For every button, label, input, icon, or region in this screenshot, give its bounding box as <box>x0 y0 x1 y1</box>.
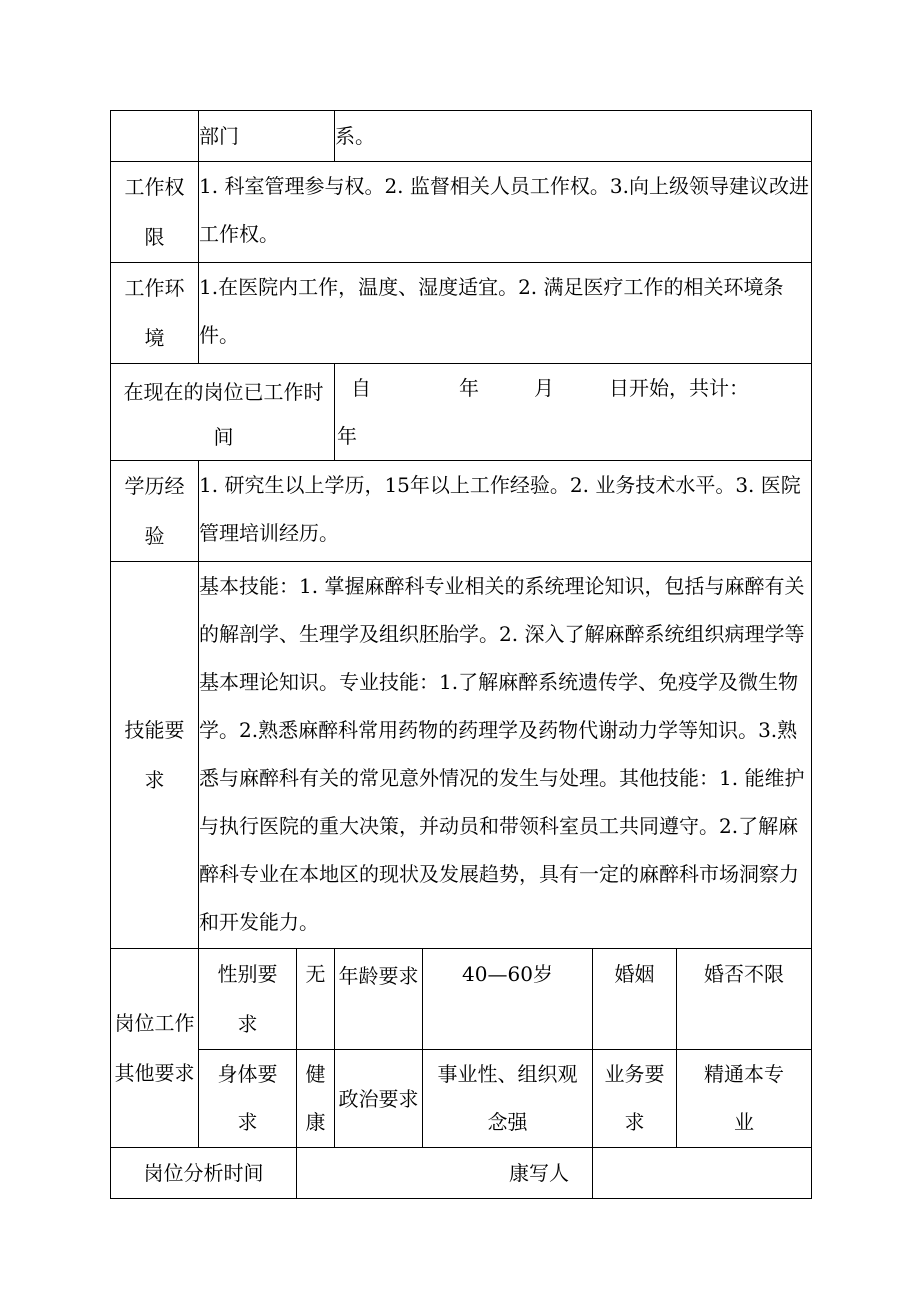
tenure-year: 年 <box>459 376 479 400</box>
health-label <box>199 1050 297 1148</box>
education-content: 1. 研究生以上学历，15年以上工作经验。2. 业务技术水平。3. 医院管理培训经历。 <box>199 461 812 562</box>
authority-label-2: 限 <box>144 225 165 249</box>
gender-label-2: 求 <box>237 1012 258 1036</box>
dept-row-blank <box>111 111 199 162</box>
skills-row <box>111 562 812 949</box>
political-value-1: 事业性、组织观 <box>437 1062 578 1086</box>
requirements-row-1 <box>111 949 812 1050</box>
tenure-row <box>111 364 812 461</box>
business-value <box>677 1050 812 1148</box>
writer-label: 康写人 <box>509 1161 569 1185</box>
analysis-row <box>111 1148 812 1199</box>
age-value: 40—60岁 <box>423 949 593 1050</box>
political-label: 政治要求 <box>335 1050 423 1148</box>
tenure-content <box>335 364 812 461</box>
marriage-label: 婚姻 <box>593 949 677 1050</box>
authority-label-1: 工作权 <box>124 175 185 199</box>
dept-row <box>111 111 812 162</box>
authority-label <box>111 162 199 263</box>
job-description-table <box>110 110 812 1199</box>
dept-label: 部门 <box>199 111 335 162</box>
education-label-1: 学历经 <box>124 474 185 498</box>
education-row <box>111 461 812 562</box>
skills-content: 基本技能：1. 掌握麻醉科专业相关的系统理论知识，包括与麻醉有关的解剖学、生理学及组织胚胎学。2. 深入了解麻醉系统组织病理学等基本理论知识。专业技能：1.了解麻醉系统遗传学、免疫学及微生物学。2.熟悉麻醉科常用药物的药理学及药物代谢动力学等知识。3.熟悉与麻醉科有关的常见意外情况的发生与处理。其他技能：1. 能维护与执行医院的重大决策，并动员和带领科室员工共同遵守。2.了解麻醉科专业在本地区的现状及发展趋势，具有一定的麻醉科市场洞察力和开发能力。 <box>199 562 812 949</box>
marriage-value: 婚否不限 <box>677 949 812 1050</box>
requirements-label-1: 岗位工作 <box>114 1011 195 1035</box>
requirements-row-2 <box>111 1050 812 1148</box>
authority-row <box>111 162 812 263</box>
political-value-2: 念强 <box>487 1110 528 1134</box>
dept-content: 系。 <box>335 111 812 162</box>
business-label <box>593 1050 677 1148</box>
health-value-2: 康 <box>305 1110 326 1134</box>
business-label-2: 求 <box>624 1110 645 1134</box>
tenure-period <box>337 364 807 412</box>
skills-label-1: 技能要 <box>124 718 185 742</box>
environment-row <box>111 263 812 364</box>
skills-label <box>111 562 199 949</box>
business-value-2: 业 <box>734 1110 754 1134</box>
skills-label-2: 求 <box>144 768 165 792</box>
tenure-day-total: 日开始，共计： <box>609 376 749 400</box>
environment-content: 1.在医院内工作，温度、湿度适宜。2. 满足医疗工作的相关环境条件。 <box>199 263 812 364</box>
tenure-years-unit: 年 <box>337 424 357 448</box>
analysis-label: 岗位分析时间 <box>111 1148 297 1199</box>
health-value <box>297 1050 335 1148</box>
gender-label <box>199 949 297 1050</box>
education-label <box>111 461 199 562</box>
political-value <box>423 1050 593 1148</box>
tenure-label-text: 在现在的岗位已工作时间 <box>123 380 324 449</box>
education-label-2: 验 <box>144 524 165 548</box>
authority-content: 1. 科室管理参与权。2. 监督相关人员工作权。3.向上级领导建议改进工作权。 <box>199 162 812 263</box>
tenure-label <box>111 364 335 461</box>
health-label-1: 身体要 <box>217 1062 278 1086</box>
environment-label <box>111 263 199 364</box>
requirements-label-2: 其他要求 <box>114 1061 195 1085</box>
environment-label-2: 境 <box>144 326 165 350</box>
gender-value: 无 <box>297 949 335 1050</box>
age-label: 年龄要求 <box>335 949 423 1050</box>
tenure-month: 月 <box>534 376 554 400</box>
writer-value[interactable] <box>593 1148 812 1199</box>
health-label-2: 求 <box>237 1110 258 1134</box>
tenure-from: 自 <box>351 376 371 400</box>
requirements-label <box>111 949 199 1148</box>
analysis-time-value[interactable] <box>297 1148 593 1199</box>
health-value-1: 健 <box>305 1062 326 1086</box>
environment-label-1: 工作环 <box>124 276 185 300</box>
gender-label-1: 性别要 <box>217 962 278 986</box>
business-value-1: 精通本专 <box>704 1062 784 1086</box>
business-label-1: 业务要 <box>604 1062 665 1086</box>
